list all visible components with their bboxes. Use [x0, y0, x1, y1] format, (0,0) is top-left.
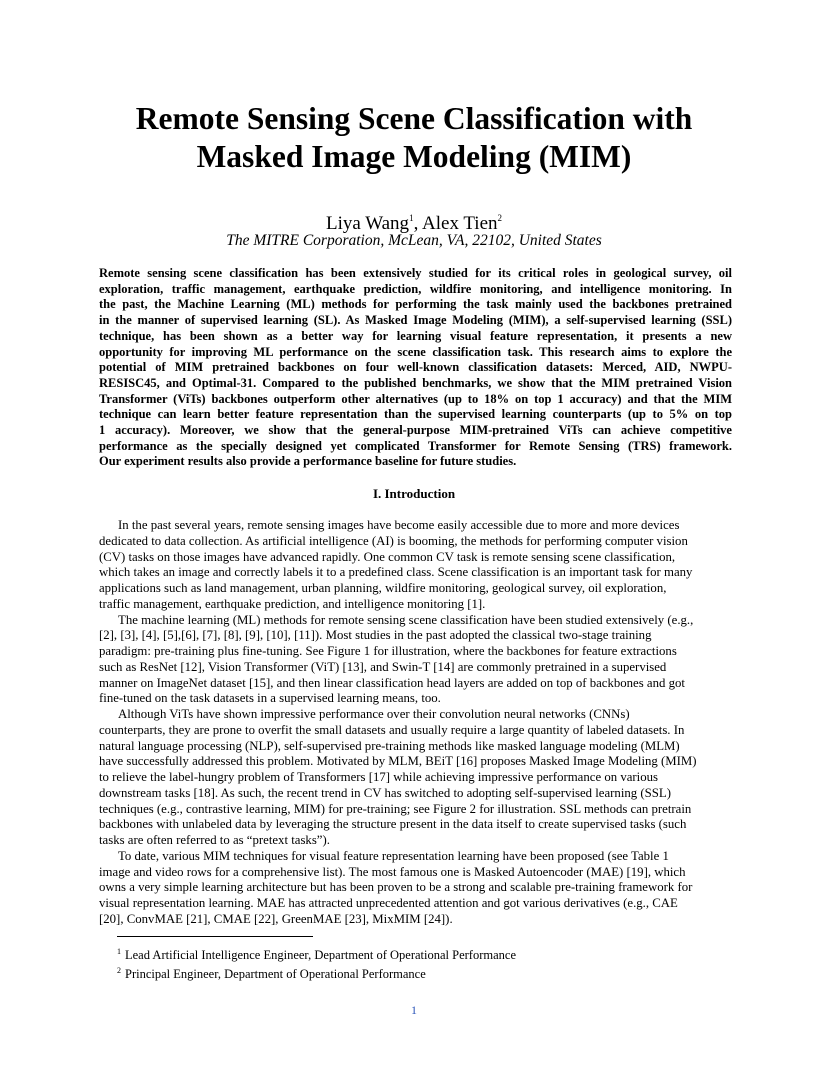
- abstract-line: technique can learn better feature representation than the supervised learning counterparts (up to 5% on top: [99, 407, 732, 422]
- body-line: traffic management, earthquake prediction, and intelligence monitoring [1].: [99, 596, 486, 611]
- body-line: tasks are often referred to as “pretext tasks”).: [99, 833, 330, 847]
- body-line: [2], [3], [4], [5],[6], [7], [8], [9], [10], [11]). Most studies in the past adopted the classical two-stage training: [99, 628, 652, 643]
- abstract-line: performance as the specially designed yet complicated Transformer for Remote Sensing (TRS) framework.: [99, 438, 732, 453]
- author-separator: ,: [413, 213, 423, 234]
- abstract-line: RESISC45, and Optimal-31. Compared to the published benchmarks, we show that the MIM pretrained Vision: [99, 375, 732, 390]
- body-line: The machine learning (ML) methods for remote sensing scene classification have been studied extensively (e.g.,: [118, 612, 694, 627]
- footnotes: [117, 944, 717, 982]
- title-line: Masked Image Modeling (MIM): [196, 139, 632, 174]
- section-heading: I. Introduction: [372, 486, 456, 501]
- body-line: Although ViTs have shown impressive performance over their convolution neural networks (CNNs): [118, 707, 630, 721]
- abstract-line: exploration, traffic management, earthquake prediction, wildfire monitoring, and intelligence monitoring. In: [99, 281, 732, 296]
- footnote-mark: 2: [117, 966, 121, 975]
- abstract-line: technique, has been shown as a better way for learning visual feature representation, it presents a new: [99, 328, 732, 343]
- abstract: [99, 266, 732, 470]
- body-line: owns a very simple learning architecture but has been proven to be a strong and scalable pre-training framework for: [99, 880, 693, 895]
- body-line: In the past several years, remote sensing images have become easily accessible due to more and more devices: [118, 518, 680, 532]
- footnote-text: Principal Engineer, Department of Operational Performance: [125, 967, 426, 981]
- abstract-line: 1 accuracy). Moreover, we show that the general-purpose MIM-pretrained ViTs can achieve competitive: [99, 423, 732, 438]
- footnote: [117, 963, 717, 982]
- abstract-line: the past, the Machine Learning (ML) methods for performing the task mainly used the backbones pretrained: [99, 297, 732, 312]
- page-number: 1: [411, 1003, 417, 1017]
- body-line: [20], ConvMAE [21], CMAE [22], GreenMAE [23], MixMIM [24]).: [99, 911, 453, 926]
- body-line: to relieve the label-hungry problem of Transformers [17] while achieving impressive performance on various: [99, 770, 658, 784]
- body-line: (CV) tasks on those images have advanced rapidly. One common CV task is remote sensing scene classification,: [99, 549, 676, 564]
- body-line: backbones with unlabeled data by leveraging the structure present in the data itself to create supervised tasks (such: [99, 817, 687, 832]
- body-line: which takes an image and correctly labels it to a predefined class. Scene classification is an important task for many: [99, 565, 693, 580]
- body-line: have successfully addressed this problem. Motivated by MLM, BEiT [16] proposes Masked Image Modeling (MIM): [99, 754, 697, 769]
- footnote-divider: [117, 936, 313, 937]
- abstract-line: in the manner of supervised learning (SL). As Masked Image Modeling (MIM), a self-supervised learning (SSL): [99, 313, 732, 328]
- body-line: such as ResNet [12], Vision Transformer (ViT) [13], and Swin-T [14] are commonly pretrained in a supervised: [99, 659, 667, 674]
- body-line: counterparts, they are prone to overfit the small datasets and usually require a large quantity of labeled datasets. In: [99, 722, 685, 737]
- body-line: paradigm: pre-training plus fine-tuning. See Figure 1 for illustration, where the backbones for feature extractions: [99, 644, 677, 658]
- footnote-mark: 1: [117, 947, 121, 956]
- body-line: fine-tuned on the task datasets in a supervised learning means, too.: [99, 691, 441, 706]
- author-name: Liya Wang: [325, 213, 410, 234]
- abstract-line: opportunity for improving ML performance on the scene classification task. This research aims to explore the: [99, 344, 732, 359]
- author-footnote-mark: 1: [409, 213, 414, 223]
- abstract-line: Our experiment results also provide a performance baseline for future studies.: [99, 454, 517, 469]
- body-line: natural language processing (NLP), self-supervised pre-training methods like masked language modeling (MLM): [99, 738, 680, 753]
- body-line: image and video rows for a comprehensive list). The most famous one is Masked Autoencoder (MAE) [19], which: [99, 864, 686, 879]
- abstract-line: Remote sensing scene classification has been extensively studied for its critical roles in geological survey, oil: [99, 266, 732, 280]
- body-line: downstream tasks [18]. As such, the recent trend in CV has switched to adopting self-supervised learning (SSL): [99, 785, 671, 800]
- footnote: [117, 944, 717, 963]
- body-line: applications such as land management, urban planning, wildfire monitoring, geological survey, oil exploration,: [99, 581, 667, 595]
- footnote-text: Lead Artificial Intelligence Engineer, Department of Operational Performance: [125, 948, 516, 962]
- body-line: dedicated to data collection. As artificial intelligence (AI) is booming, the methods for performing computer vision: [99, 533, 688, 548]
- introduction-body: [99, 518, 732, 928]
- body-line: techniques (e.g., contrastive learning, MIM) for pre-training; see Figure 2 for illustration. SSL methods can pretrain: [99, 801, 692, 816]
- body-line: To date, various MIM techniques for visual feature representation learning have been proposed (see Table 1: [118, 848, 669, 863]
- title-line: Remote Sensing Scene Classification with: [135, 101, 693, 136]
- author-affiliation: The MITRE Corporation, McLean, VA, 22102, United States: [226, 232, 602, 249]
- abstract-line: potential of MIM pretrained backbones on four well-known classification datasets: Merced, AID, NWPU-: [99, 360, 732, 375]
- body-line: visual representation learning. MAE has attracted unprecedented attention and got various derivatives (e.g., CAE: [99, 896, 678, 910]
- abstract-line: Transformer (ViTs) backbones outperform other alternatives (up to 18% on top 1 accuracy) and that the MIM: [99, 391, 732, 406]
- author-footnote-mark: 2: [497, 213, 503, 223]
- body-line: manner on ImageNet dataset [15], and then linear classification head layers are added on top of backbones and got: [99, 675, 685, 690]
- paper-title: [70, 100, 758, 176]
- author-name: Alex Tien: [422, 213, 498, 234]
